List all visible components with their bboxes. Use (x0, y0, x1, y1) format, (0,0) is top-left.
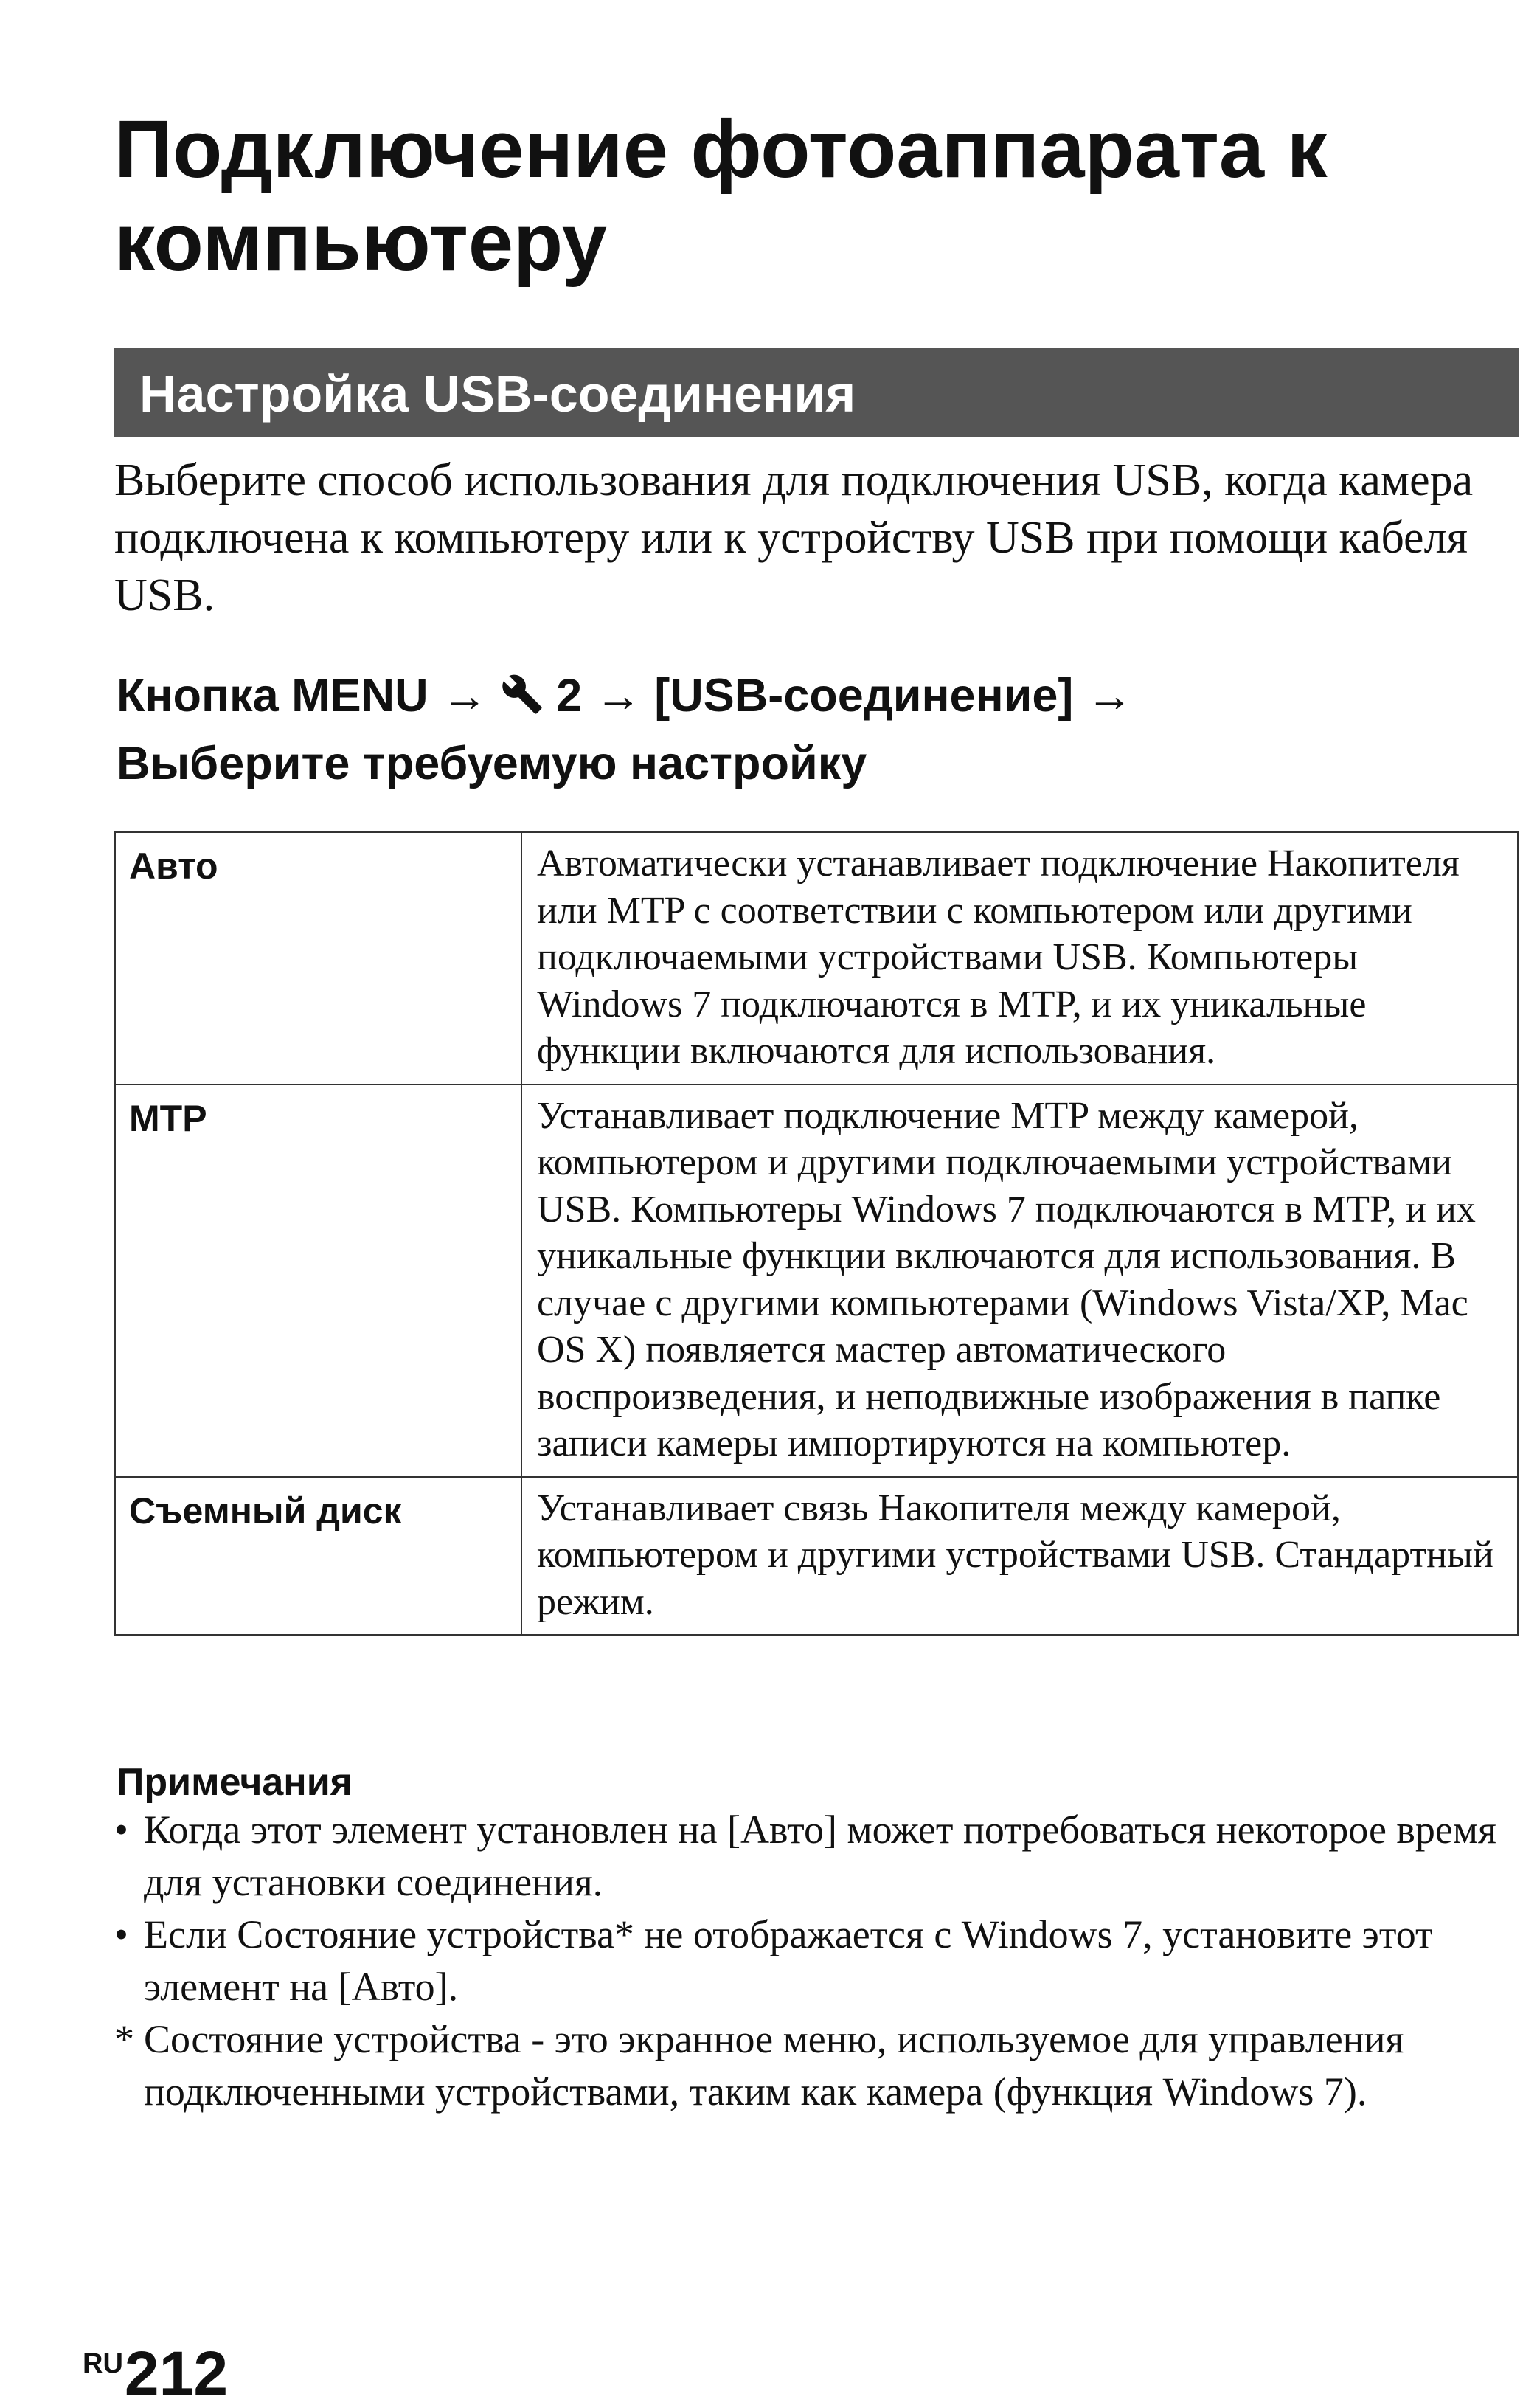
section-title: Настройка USB-соединения (139, 365, 856, 423)
usb-options-table (114, 831, 1519, 1636)
bullet-marker: • (114, 1807, 128, 1852)
footnote-marker: * (114, 2017, 134, 2061)
instruction-menu-item: [USB-соединение] (654, 670, 1074, 722)
note-text: Состояние устройства - это экранное меню, используемое для управления подключенными устройствами, таким как камера (функция Windows 7). (144, 2017, 1404, 2114)
table-row (115, 1084, 1518, 1477)
option-name: Авто (115, 832, 521, 1084)
option-name: MTP (115, 1084, 521, 1477)
notes-list (114, 1804, 1516, 2118)
page-language-code: RU (83, 2348, 123, 2379)
note-item (114, 2013, 1516, 2118)
instruction-menu-button: Кнопка MENU (117, 670, 429, 722)
note-item (114, 1804, 1516, 1909)
option-description: Устанавливает подключение MTP между камерой, компьютером и другими подключаемыми устройствами USB. Компьютеры Windows 7 подключаются в MTP, и их уникальные функции включаются для использования. В случае с другими компьютерами (Windows Vista/XP, Mac OS X) появляется мастер автоматического воспроизведения, и неподвижные изображения в папке записи камеры импортируются на компьютер. (521, 1084, 1518, 1477)
page-title: Подключение фотоаппарата к компьютеру (114, 104, 1328, 288)
wrench-icon (501, 668, 544, 732)
menu-instruction (117, 664, 1503, 795)
notes-heading: Примечания (117, 1761, 353, 1804)
arrow-icon: → (441, 670, 488, 722)
option-name: Съемный диск (115, 1477, 521, 1636)
note-text: Если Состояние устройства* не отображается с Windows 7, установите этот элемент на [Авто]. (144, 1912, 1433, 2009)
option-description: Устанавливает связь Накопителя между камерой, компьютером и другими устройствами USB. Стандартный режим. (521, 1477, 1518, 1636)
note-text: Когда этот элемент установлен на [Авто] может потребоваться некоторое время для установки соединения. (144, 1807, 1496, 1904)
table-row (115, 1477, 1518, 1636)
page-number-value: 212 (124, 2339, 229, 2408)
intro-paragraph: Выберите способ использования для подключения USB, когда камера подключена к компьютеру или к устройству USB при помощи кабеля USB. (114, 455, 1474, 620)
option-description: Автоматически устанавливает подключение Накопителя или MTP с соответствии с компьютером или другими подключаемыми устройствами USB. Компьютеры Windows 7 подключаются в MTP, и их уникальные функции включаются для использования. (521, 832, 1518, 1084)
section-header (114, 348, 1519, 437)
instruction-select-setting: Выберите требуемую настройку (117, 738, 867, 789)
arrow-icon: → (594, 670, 642, 722)
arrow-icon: → (1086, 670, 1133, 722)
table-row (115, 832, 1518, 1084)
bullet-marker: • (114, 1912, 128, 1957)
instruction-tab-number: 2 (556, 670, 583, 722)
page-number (83, 2339, 229, 2408)
note-item (114, 1909, 1516, 2013)
